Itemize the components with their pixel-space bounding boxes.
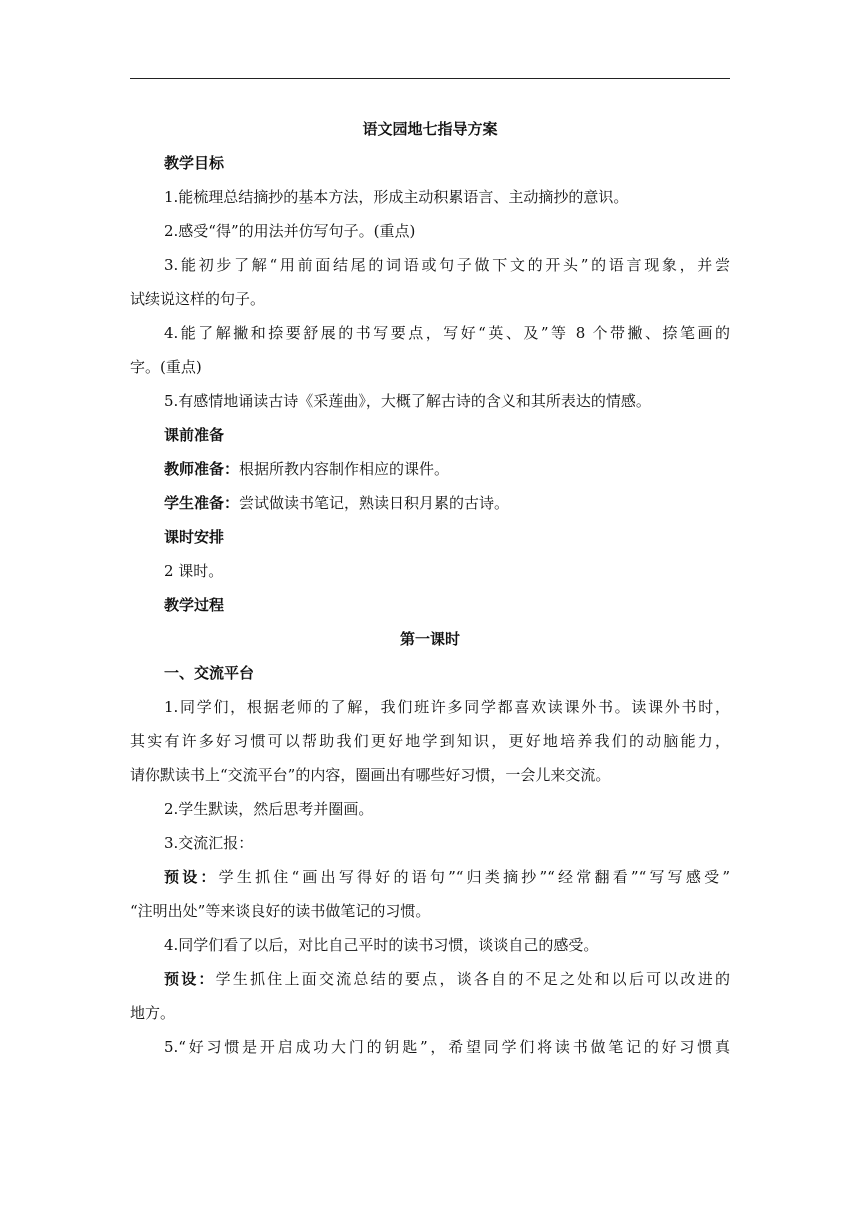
document-body	[130, 112, 730, 1064]
goal-4-line-1: 4.能了解撇和捺要舒展的书写要点，写好“英、及”等 8 个带撇、捺笔画的	[164, 324, 730, 342]
preset-1-label: 预设：	[164, 868, 219, 886]
student-prep	[130, 486, 730, 520]
paragraph-2: 2.学生默读，然后思考并圈画。	[164, 800, 374, 818]
paragraph-1-line-3: 请你默读书上“交流平台”的内容，圈画出有哪些好习惯，一会儿来交流。	[130, 766, 611, 784]
paragraph-1-line-1: 1.同学们，根据老师的了解，我们班许多同学都喜欢读课外书。读课外书时，	[164, 698, 730, 716]
teacher-prep-text: 根据所教内容制作相应的课件。	[239, 460, 450, 478]
paragraph-4: 4.同学们看了以后，对比自己平时的读书习惯，谈谈自己的感受。	[164, 936, 599, 954]
goal-4-line-2: 字。(重点)	[130, 358, 202, 376]
student-prep-text: 尝试做读书笔记，熟读日积月累的古诗。	[239, 494, 510, 512]
header-rule	[130, 78, 730, 79]
teacher-prep-label: 教师准备：	[164, 460, 240, 478]
goal-3-line-2: 试续说这样的句子。	[130, 290, 266, 308]
paragraph-3: 3.交流汇报：	[164, 834, 254, 852]
heading-exchange-platform: 一、交流平台	[164, 664, 255, 682]
schedule-text: 2 课时。	[164, 562, 224, 580]
heading-teaching-goals: 教学目标	[164, 154, 225, 172]
teacher-prep	[130, 452, 730, 486]
heading-schedule: 课时安排	[164, 528, 225, 546]
goal-1: 1.能梳理总结摘抄的基本方法，形成主动积累语言、主动摘抄的意识。	[164, 188, 629, 206]
document-title: 语文园地七指导方案	[362, 120, 498, 138]
preset-2-line-1	[130, 962, 730, 996]
preset-1-text: 学生抓住“画出写得好的语句”“归类摘抄”“经常翻看”“写写感受”	[218, 868, 730, 886]
goal-2: 2.感受“得”的用法并仿写句子。(重点)	[164, 222, 416, 240]
lesson-1-title: 第一课时	[399, 630, 460, 648]
paragraph-5: 5.“好习惯是开启成功大门的钥匙”，希望同学们将读书做笔记的好习惯真	[164, 1038, 730, 1056]
preset-2-text: 学生抓住上面交流总结的要点，谈各自的不足之处和以后可以改进的	[215, 970, 730, 988]
preset-2-line-2: 地方。	[130, 1004, 176, 1022]
paragraph-1-line-2: 其实有许多好习惯可以帮助我们更好地学到知识，更好地培养我们的动脑能力，	[130, 732, 730, 750]
heading-preparation: 课前准备	[164, 426, 225, 444]
preset-1-line-1	[130, 860, 730, 894]
preset-2-label: 预设：	[164, 970, 216, 988]
heading-teaching-process: 教学过程	[164, 596, 225, 614]
student-prep-label: 学生准备：	[164, 494, 240, 512]
goal-5: 5.有感情地诵读古诗《采莲曲》，大概了解古诗的含义和其所表达的情感。	[164, 392, 651, 410]
preset-1-line-2: “注明出处”等来谈良好的读书做笔记的习惯。	[130, 902, 431, 920]
goal-3-line-1: 3.能初步了解“用前面结尾的词语或句子做下文的开头”的语言现象，并尝	[164, 256, 730, 274]
